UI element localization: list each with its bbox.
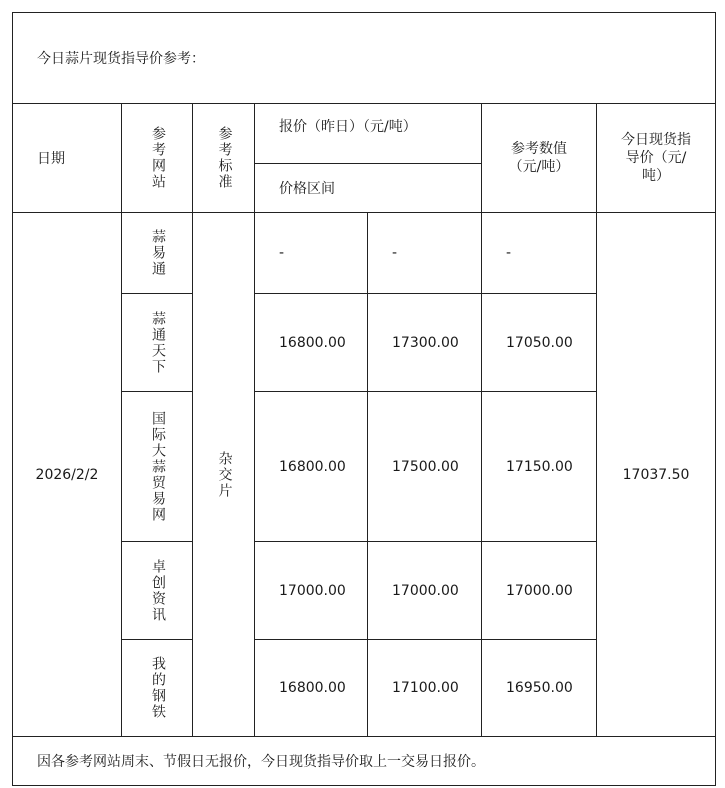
- title-row: [13, 13, 716, 104]
- table-row: [13, 213, 716, 294]
- site-name: 蒜通天下: [150, 310, 166, 375]
- site-name: 国际大蒜贸易网: [150, 410, 166, 523]
- date-cell: 2026/2/2: [13, 213, 122, 737]
- footer-row: [13, 737, 716, 786]
- header-quote: 报价（昨日）（元/吨）: [255, 104, 482, 164]
- site-name: 我的钢铁: [150, 656, 166, 720]
- guide-price-cell: 17037.50: [597, 213, 716, 737]
- price-low: -: [255, 213, 368, 294]
- price-low: 16800.00: [255, 294, 368, 392]
- price-table: [12, 12, 716, 786]
- header-range: 价格区间: [255, 164, 482, 213]
- header-ref-value: 参考数值（元/吨）: [508, 141, 570, 175]
- header-row-1: [13, 104, 716, 164]
- site-name: 卓创资讯: [150, 558, 166, 623]
- ref-value: 17000.00: [482, 542, 597, 640]
- footer-note: 因各参考网站周末、节假日无报价，今日现货指导价取上一交易日报价。: [13, 737, 716, 786]
- header-site: 参考网站: [150, 126, 166, 190]
- header-guide-price: 今日现货指导价（元/吨）: [621, 132, 692, 184]
- price-low: 17000.00: [255, 542, 368, 640]
- price-low: 16800.00: [255, 640, 368, 737]
- ref-value: 17050.00: [482, 294, 597, 392]
- price-high: 17500.00: [368, 392, 482, 542]
- price-high: 17000.00: [368, 542, 482, 640]
- price-high: 17300.00: [368, 294, 482, 392]
- page-title: 今日蒜片现货指导价参考：: [13, 13, 716, 104]
- header-date: 日期: [13, 104, 122, 213]
- price-high: -: [368, 213, 482, 294]
- site-name: 蒜易通: [150, 229, 166, 277]
- price-low: 16800.00: [255, 392, 368, 542]
- ref-value: 17150.00: [482, 392, 597, 542]
- header-standard: 参考标准: [216, 126, 233, 190]
- ref-value: -: [482, 213, 597, 294]
- price-high: 17100.00: [368, 640, 482, 737]
- standard-cell: 杂交片: [216, 450, 233, 499]
- ref-value: 16950.00: [482, 640, 597, 737]
